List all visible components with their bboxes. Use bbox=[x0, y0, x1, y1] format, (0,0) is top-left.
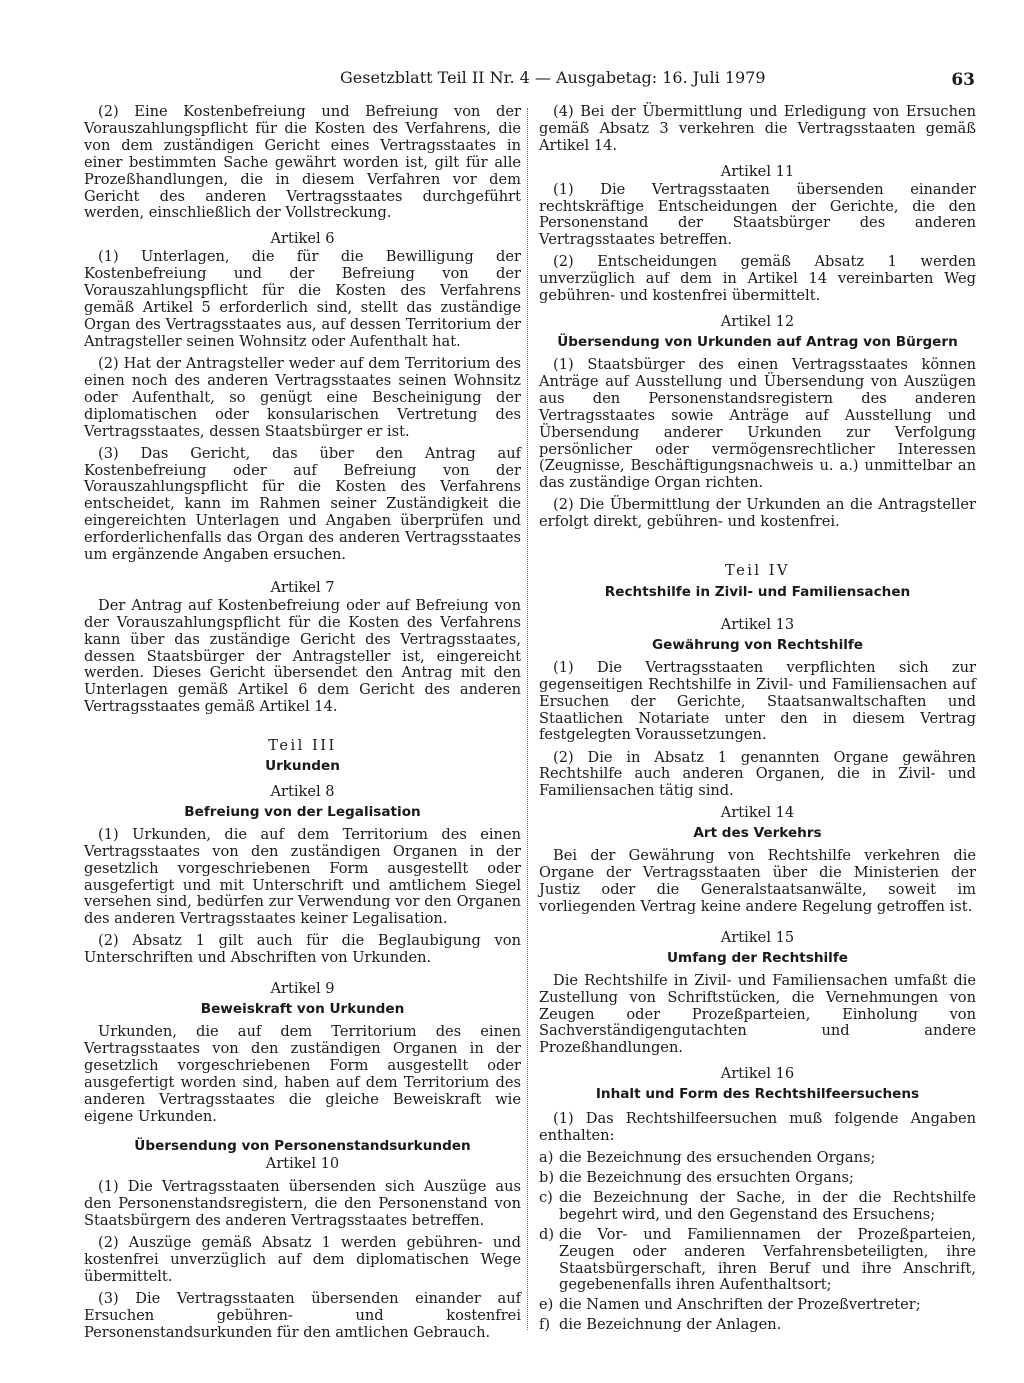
part-heading: Teil IV bbox=[724, 562, 790, 580]
article-heading: Artikel 13 bbox=[720, 616, 795, 634]
article-heading: Artikel 9 bbox=[270, 980, 335, 998]
paragraph: (2) Eine Kostenbefreiung und Befreiung von der Vorauszahlungspflicht für die Kosten des Verfahrens, die von dem zuständigen Gericht eines Vertragsstaates in einer bestimmten Sache gewährt worden ist, gilt für alle Prozeßhandlungen, die in diesem Verfahren vor dem Gericht des anderen Vertragsstaates durchgeführt werden, einschließlich der Vollstreckung. bbox=[84, 103, 521, 222]
article-heading: Artikel 11 bbox=[720, 162, 795, 180]
paragraph: (2) Die Übermittlung der Urkunden an die Antragsteller erfolgt direkt, gebühren- und kostenfrei. bbox=[539, 496, 976, 531]
article-title: Umfang der Rechtshilfe bbox=[667, 949, 848, 966]
article-title: Beweiskraft von Urkunden bbox=[200, 1001, 405, 1018]
page-number: 63 bbox=[951, 70, 975, 90]
right-column bbox=[539, 104, 976, 1337]
list-item: d) die Vor- und Familiennamen der Prozeßparteien, Zeugen oder anderen Verfahrensbeteiligten, ihre Staatsbürgerschaft, ihren Beruf und ihre Anschrift, gegebenenfalls ihren Aufenthaltsort; bbox=[539, 1225, 976, 1294]
article-heading: Artikel 12 bbox=[720, 313, 795, 331]
paragraph: (1) Unterlagen, die für die Bewilligung der Kostenbefreiung und der Befreiung von der Vorauszahlungspflicht für die Kosten des Verfahrens gemäß Artikel 5 erforderlich sind, stellt das zuständige Organ des Vertragsstaates aus, auf dessen Territorium der Antragsteller seinen Wohnsitz oder Aufenthalt hat. bbox=[84, 248, 521, 350]
article-heading: Artikel 6 bbox=[270, 230, 335, 248]
paragraph: (1) Staatsbürger des einen Vertragsstaates können Anträge auf Ausstellung und Übersendung von Auszügen aus den Personenstandsregistern des anderen Vertragsstaates sowie Anträge auf Ausstellung und Übersendung anderer Urkunden zur Verfolgung persönlicher oder vermögensrechtlicher Interessen (Zeugnisse, Beschäftigungsnachweis u. a.) unmittelbar an das zuständige Organ richten. bbox=[539, 355, 976, 492]
list-item: c) die Bezeichnung der Sache, in der die Rechtshilfe begehrt wird, und den Gegenstand des Ersuchens; bbox=[539, 1188, 976, 1223]
paragraph: (2) Hat der Antragsteller weder auf dem Territorium des einen noch des anderen Vertragsstaates seinen Wohnsitz oder Aufenthalt, so genügt eine Bescheinigung der diplomatischen oder konsularischen Vertretung des Vertragsstaates, dessen Staatsbürger er ist. bbox=[84, 354, 521, 440]
article-heading: Artikel 16 bbox=[720, 1065, 795, 1083]
article-title: Art des Verkehrs bbox=[693, 825, 822, 842]
article-heading: Artikel 15 bbox=[720, 928, 795, 946]
paragraph: (2) Die in Absatz 1 genannten Organe gewähren Rechtshilfe auch anderen Organen, die in Zivil- und Familiensachen tätig sind. bbox=[539, 748, 976, 800]
paragraph: Die Rechtshilfe in Zivil- und Familiensachen umfaßt die Zustellung von Schriftstücken, die Vernehmungen von Zeugen oder Prozeßparteien, Einholung von Sachverständigengutachten und andere Prozeßhandlungen. bbox=[539, 971, 976, 1057]
paragraph: Bei der Gewährung von Rechtshilfe verkehren die Organe der Vertragsstaaten über die Ministerien der Justiz oder die Generalstaatsanwälte, soweit im vorliegenden Vertrag keine andere Regelung getroffen ist. bbox=[539, 847, 976, 915]
article-heading: Artikel 14 bbox=[720, 804, 795, 822]
part-title: Urkunden bbox=[265, 758, 340, 775]
paragraph: (3) Die Vertragsstaaten übersenden einander auf Ersuchen gebühren- und kostenfrei Personenstandsurkunden für den amtlichen Gebrauch. bbox=[84, 1290, 521, 1341]
paragraph: (2) Auszüge gemäß Absatz 1 werden gebühren- und kostenfrei unverzüglich auf dem diplomatischen Wege übermittelt. bbox=[84, 1234, 521, 1286]
paragraph: Urkunden, die auf dem Territorium des einen Vertragsstaates von den zuständigen Organen in der gesetzlich vorgeschriebenen Form ausgestellt oder ausgefertigt worden sind, haben auf dem Territorium des anderen Vertragsstaates die gleiche Beweiskraft wie eigene Urkunden. bbox=[84, 1023, 521, 1125]
paragraph: (1) Die Vertragsstaaten übersenden sich Auszüge aus den Personenstandsregistern, die den Personenstand von Staatsbürgern des anderen Vertragsstaates betreffen. bbox=[84, 1178, 521, 1230]
article-heading: Artikel 10 bbox=[265, 1155, 340, 1173]
column-divider bbox=[527, 108, 529, 1330]
paragraph: Der Antrag auf Kostenbefreiung oder auf Befreiung von der Vorauszahlungspflicht für die Kosten des Verfahrens kann über das zuständige Gericht des Vertragsstaates, dessen Staatsbürger der Antragsteller ist, eingereicht werden. Dieses Gericht übersendet den Antrag mit den Unterlagen gemäß Artikel 6 dem Gericht des anderen Vertragsstaates gemäß Artikel 14. bbox=[84, 596, 521, 716]
paragraph: (1) Urkunden, die auf dem Territorium des einen Vertragsstaates von den zuständigen Organen in der gesetzlich vorgeschriebenen Form ausgestellt oder ausgefertigt und mit Unterschrift und amtlichem Siegel versehen sind, bedürfen zur Verwendung vor den Organen des anderen Vertragsstaates keiner Legalisation. bbox=[84, 825, 521, 928]
article-heading: Artikel 7 bbox=[270, 578, 335, 596]
article-title: Gewährung von Rechtshilfe bbox=[651, 636, 864, 653]
list-item: f) die Bezeichnung der Anlagen. bbox=[539, 1316, 782, 1334]
article-title: Übersendung von Urkunden auf Antrag von Bürgern bbox=[557, 334, 958, 351]
article-title: Befreiung von der Legalisation bbox=[184, 803, 421, 820]
article-heading: Artikel 8 bbox=[270, 783, 335, 800]
paragraph: (1) Die Vertragsstaaten verpflichten sich zur gegenseitigen Rechtshilfe in Zivil- und Familiensachen auf Ersuchen der Gerichte, Staatsanwaltschaften und Staatlichen Notariate unter den in diesem Vertrag festgelegten Voraussetzungen. bbox=[539, 658, 976, 744]
part-title: Rechtshilfe in Zivil- und Familiensachen bbox=[604, 584, 911, 601]
paragraph: (2) Absatz 1 gilt auch für die Beglaubigung von Unterschriften und Abschriften von Urkunden. bbox=[84, 932, 521, 967]
left-column bbox=[84, 104, 521, 1347]
paragraph: (2) Entscheidungen gemäß Absatz 1 werden unverzüglich auf dem in Artikel 14 vereinbarten Weg gebühren- und kostenfrei übermittelt. bbox=[539, 253, 976, 305]
paragraph: (1) Die Vertragsstaaten übersenden einander rechtskräftige Entscheidungen der Gerichte, die den Personenstand der Staatsbürger des anderen Vertragsstaates betreffen. bbox=[539, 180, 976, 249]
enumeration-list bbox=[539, 1150, 976, 1334]
paragraph: (3) Das Gericht, das über den Antrag auf Kostenbefreiung oder auf Befreiung von der Vorauszahlungspflicht für die Kosten des Verfahrens entscheidet, kann im Rahmen seiner Zuständigkeit die eingereichten Unterlagen und Angaben überprüfen und erforderlichenfalls das Organ des anderen Vertragsstaates um ergänzende Angaben ersuchen. bbox=[84, 444, 521, 564]
header-title: Gesetzblatt Teil II Nr. 4 — Ausgabetag: 16. Juli 1979 bbox=[340, 68, 766, 87]
paragraph: (1) Das Rechtshilfeersuchen muß folgende Angaben enthalten: bbox=[539, 1110, 976, 1144]
paragraph: (4) Bei der Übermittlung und Erledigung von Ersuchen gemäß Absatz 3 verkehren die Vertragsstaaten gemäß Artikel 14. bbox=[539, 103, 976, 154]
list-item: e) die Namen und Anschriften der Prozeßvertreter; bbox=[539, 1296, 921, 1314]
section-title: Übersendung von Personenstandsurkunden bbox=[134, 1137, 471, 1154]
list-item: b) die Bezeichnung des ersuchten Organs; bbox=[539, 1168, 854, 1186]
part-heading: Teil III bbox=[268, 737, 337, 755]
list-item: a) die Bezeichnung des ersuchenden Organs; bbox=[539, 1149, 876, 1167]
article-title: Inhalt und Form des Rechtshilfeersuchens bbox=[595, 1086, 920, 1103]
